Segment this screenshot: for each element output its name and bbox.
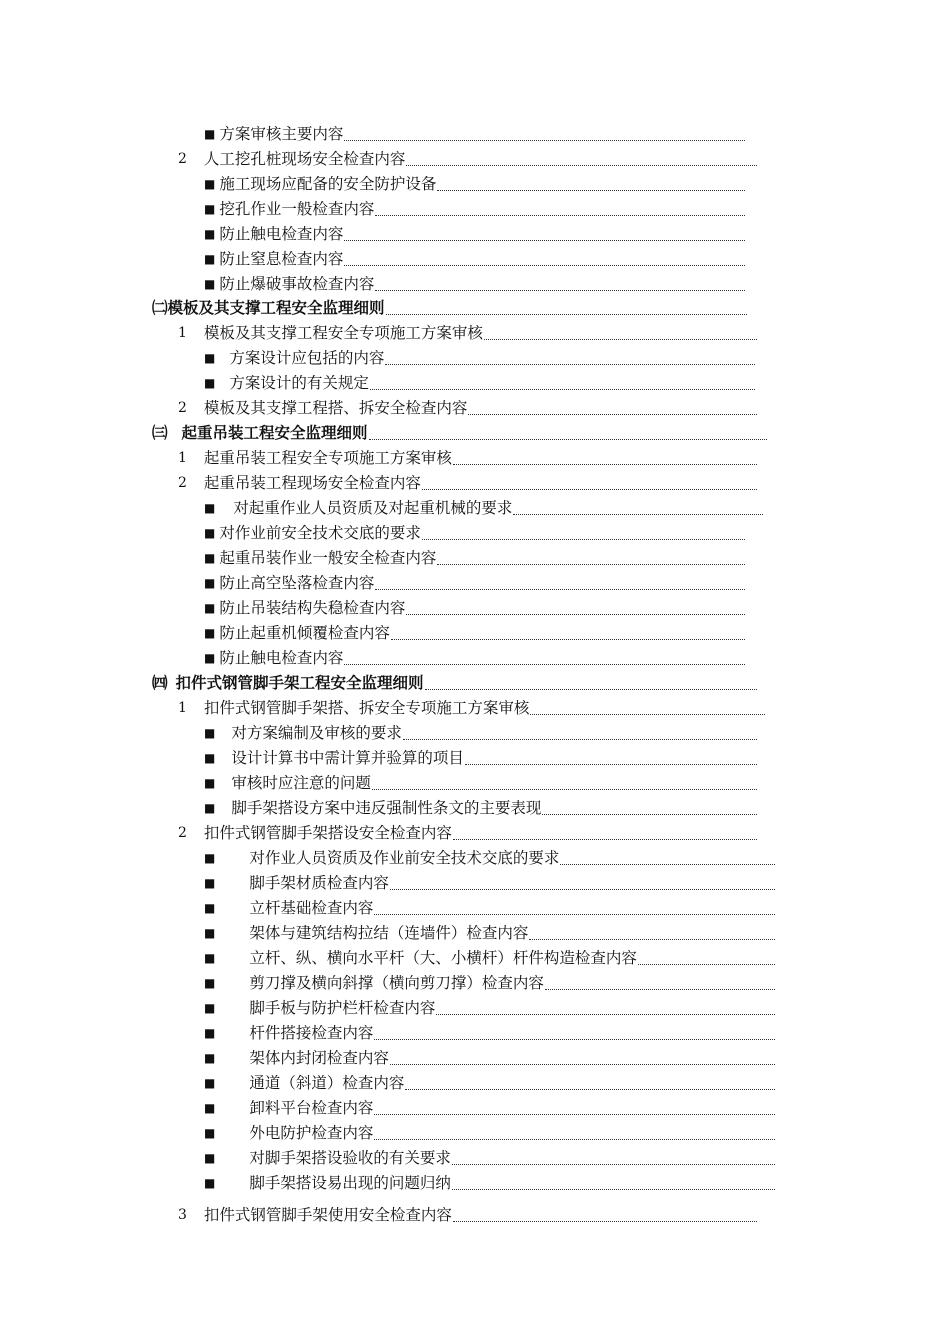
bullet-square-icon: ■ [204, 551, 216, 565]
toc-entry[interactable] [204, 596, 745, 618]
toc-entry-title: 审核时应注意的问题 [231, 774, 371, 792]
toc-entry-title: 对作业人员资质及作业前安全技术交底的要求 [249, 849, 560, 867]
toc-entry-title: 设计计算书中需计算并验算的项目 [231, 749, 464, 767]
toc-entry-title: 防止爆破事故检查内容 [219, 275, 375, 293]
toc-entry[interactable] [204, 1121, 775, 1143]
toc-entry[interactable] [204, 646, 745, 668]
toc-entry-title: 卸料平台检查内容 [249, 1099, 374, 1117]
toc-entry[interactable] [204, 521, 745, 543]
dot-leader [484, 338, 757, 340]
bullet-square-icon: ■ [204, 351, 216, 365]
toc-entry-title: 防止高空坠落检查内容 [219, 574, 375, 592]
dot-leader [425, 688, 757, 690]
bullet-square-icon: ■ [204, 851, 216, 865]
dot-leader [422, 488, 757, 490]
toc-entry[interactable] [152, 296, 747, 318]
dot-leader [403, 738, 757, 740]
bullet-square-icon: ■ [204, 876, 216, 890]
section-heading: 模板及其支撑工程安全监理细则 [167, 299, 385, 317]
dot-leader [468, 413, 757, 415]
bullet-square-icon: ■ [204, 576, 216, 590]
toc-entry-title: 扣件式钢管脚手架搭、拆安全专项施工方案审核 [203, 699, 530, 717]
toc-entry-title: 方案设计的有关规定 [229, 374, 369, 392]
bullet-square-icon: ■ [204, 776, 216, 790]
dot-leader [375, 588, 745, 590]
toc-entry-title: 方案设计应包括的内容 [229, 349, 385, 367]
toc-entry[interactable] [204, 222, 745, 244]
bullet-square-icon: ■ [204, 1026, 216, 1040]
dot-leader [542, 813, 757, 815]
dot-leader [453, 1220, 757, 1222]
toc-entry-number: 2 [178, 475, 187, 491]
dot-leader [452, 1163, 775, 1165]
toc-entry-number: 1 [178, 450, 187, 466]
dot-leader [391, 638, 745, 640]
dot-leader [390, 888, 775, 890]
bullet-square-icon: ■ [204, 1101, 216, 1115]
dot-leader [453, 838, 757, 840]
dot-leader [452, 1188, 775, 1190]
bullet-square-icon: ■ [204, 526, 216, 540]
toc-entry-title: 架体内封闭检查内容 [249, 1049, 389, 1067]
bullet-square-icon: ■ [204, 227, 216, 241]
dot-leader [405, 1088, 775, 1090]
bullet-square-icon: ■ [204, 127, 216, 141]
dot-leader [374, 1138, 775, 1140]
dot-leader [406, 164, 757, 166]
bullet-square-icon: ■ [204, 277, 216, 291]
toc-entry-title: 扣件式钢管脚手架使用安全检查内容 [203, 1206, 452, 1224]
bullet-square-icon: ■ [204, 801, 216, 815]
toc-entry[interactable] [204, 571, 745, 593]
toc-entry-title: 外电防护检查内容 [249, 1124, 374, 1142]
toc-entry[interactable] [204, 846, 775, 868]
bullet-square-icon: ■ [204, 601, 216, 615]
bullet-square-icon: ■ [204, 252, 216, 266]
toc-entry-title: 剪刀撑及横向斜撑（横向剪刀撑）检查内容 [249, 974, 544, 992]
toc-entry[interactable] [204, 1171, 775, 1193]
dot-leader [437, 189, 745, 191]
toc-entry-title: 防止窒息检查内容 [219, 250, 344, 268]
bullet-square-icon: ■ [204, 177, 216, 191]
toc-entry[interactable] [204, 546, 745, 568]
bullet-square-icon: ■ [204, 376, 216, 390]
toc-entry-title: 对脚手架搭设验收的有关要求 [249, 1149, 451, 1167]
toc-entry[interactable] [204, 197, 745, 219]
bullet-square-icon: ■ [204, 951, 216, 965]
bullet-square-icon: ■ [204, 1001, 216, 1015]
toc-entry-title: 模板及其支撑工程搭、拆安全检查内容 [203, 399, 468, 417]
toc-entry[interactable] [178, 821, 757, 843]
dot-leader [370, 388, 755, 390]
dot-leader [530, 713, 765, 715]
bullet-square-icon: ■ [204, 726, 216, 740]
toc-entry-title: 防止触电检查内容 [219, 649, 344, 667]
toc-entry-title: 脚手架材质检查内容 [249, 874, 389, 892]
bullet-square-icon: ■ [204, 1151, 216, 1165]
toc-entry-title: 模板及其支撑工程安全专项施工方案审核 [203, 324, 483, 342]
toc-entry-title: 起重吊装作业一般安全检查内容 [219, 549, 437, 567]
toc-entry-number: 2 [178, 400, 187, 416]
dot-leader [390, 1063, 775, 1065]
toc-entry[interactable] [178, 696, 765, 718]
toc-entry-number: 2 [178, 151, 187, 167]
bullet-square-icon: ■ [204, 501, 216, 515]
toc-entry-number: 1 [178, 325, 187, 341]
dot-leader [422, 538, 745, 540]
bullet-square-icon: ■ [204, 751, 216, 765]
toc-entry-title: 防止触电检查内容 [219, 225, 344, 243]
bullet-square-icon: ■ [204, 1176, 216, 1190]
toc-entry[interactable] [204, 1071, 775, 1093]
toc-entry-title: 扣件式钢管脚手架搭设安全检查内容 [203, 824, 452, 842]
toc-entry-title: 脚手板与防护栏杆检查内容 [249, 999, 436, 1017]
toc-entry[interactable] [204, 122, 745, 144]
section-heading: 扣件式钢管脚手架工程安全监理细则 [175, 674, 424, 692]
toc-entry[interactable] [204, 1146, 775, 1168]
toc-entry-title: 起重吊装工程现场安全检查内容 [203, 474, 421, 492]
toc-entry[interactable] [204, 771, 757, 793]
toc-entry-number: 1 [178, 700, 187, 716]
toc-entry-title: 施工现场应配备的安全防护设备 [219, 175, 437, 193]
toc-entry[interactable] [204, 1021, 775, 1043]
toc-entry[interactable] [204, 1096, 775, 1118]
toc-entry[interactable] [204, 371, 755, 393]
dot-leader [436, 1013, 775, 1015]
toc-entry-title: 防止吊装结构失稳检查内容 [219, 599, 406, 617]
toc-entry-title: 对起重作业人员资质及对起重机械的要求 [233, 499, 513, 517]
bullet-square-icon: ■ [204, 901, 216, 915]
toc-entry[interactable] [204, 721, 757, 743]
toc-entry[interactable] [204, 621, 745, 643]
dot-leader [385, 363, 755, 365]
dot-leader [344, 264, 745, 266]
toc-entry-title: 防止起重机倾覆检查内容 [219, 624, 390, 642]
dot-leader [372, 788, 757, 790]
dot-leader [465, 763, 757, 765]
dot-leader [406, 613, 745, 615]
toc-entry[interactable] [152, 421, 767, 443]
toc-entry-title: 通道（斜道）检查内容 [249, 1074, 405, 1092]
bullet-square-icon: ■ [204, 202, 216, 216]
toc-entry[interactable] [204, 996, 775, 1018]
bullet-square-icon: ■ [204, 926, 216, 940]
toc-entry-number: 3 [178, 1207, 187, 1223]
dot-leader [369, 438, 767, 440]
bullet-square-icon: ■ [204, 1076, 216, 1090]
toc-entry[interactable] [178, 147, 757, 169]
dot-leader [513, 513, 763, 515]
toc-entry-number: 2 [178, 825, 187, 841]
toc-entry-title: 对方案编制及审核的要求 [231, 724, 402, 742]
bullet-square-icon: ■ [204, 1126, 216, 1140]
toc-entry[interactable] [178, 1203, 757, 1225]
toc-entry[interactable] [204, 896, 775, 918]
section-heading: 起重吊装工程安全监理细则 [181, 424, 368, 442]
toc-entry-title: 架体与建筑结构拉结（连墙件）检查内容 [249, 924, 529, 942]
bullet-square-icon: ■ [204, 626, 216, 640]
toc-entry-title: 起重吊装工程安全专项施工方案审核 [203, 449, 452, 467]
dot-leader [375, 214, 745, 216]
bullet-square-icon: ■ [204, 1051, 216, 1065]
dot-leader [453, 463, 757, 465]
toc-entry[interactable] [204, 921, 775, 943]
toc-entry-title: 挖孔作业一般检查内容 [219, 200, 375, 218]
toc-entry-title: 立杆基础检查内容 [249, 899, 374, 917]
bullet-square-icon: ■ [204, 651, 216, 665]
toc-entry[interactable] [204, 971, 775, 993]
toc-entry[interactable] [152, 671, 757, 693]
toc-entry[interactable] [178, 446, 757, 468]
toc-entry[interactable] [204, 946, 775, 968]
toc-entry[interactable] [204, 272, 745, 294]
toc-entry[interactable] [204, 746, 757, 768]
toc-entry[interactable] [204, 796, 757, 818]
toc-entry[interactable] [178, 321, 757, 343]
toc-entry[interactable] [204, 172, 745, 194]
section-number: ㈢ [152, 424, 168, 442]
dot-leader [374, 1113, 775, 1115]
dot-leader [344, 239, 745, 241]
dot-leader [374, 1038, 775, 1040]
toc-entry[interactable] [204, 1046, 775, 1068]
toc-entry-title: 立杆、纵、横向水平杆（大、小横杆）杆件构造检查内容 [249, 949, 637, 967]
section-number: ㈣ [152, 674, 168, 692]
toc-entry-title: 脚手架搭设易出现的问题归纳 [249, 1174, 451, 1192]
toc-entry[interactable] [178, 396, 757, 418]
section-number: ㈡ [152, 299, 168, 317]
toc-entry-title: 方案审核主要内容 [219, 125, 344, 143]
dot-leader [560, 863, 775, 865]
dot-leader [374, 913, 775, 915]
toc-entry[interactable] [178, 471, 757, 493]
dot-leader [344, 663, 745, 665]
dot-leader [529, 938, 775, 940]
toc-entry-title: 杆件搭接检查内容 [249, 1024, 374, 1042]
toc-entry[interactable] [204, 247, 745, 269]
toc-entry-title: 脚手架搭设方案中违反强制性条文的主要表现 [231, 799, 542, 817]
dot-leader [638, 963, 775, 965]
toc-entry[interactable] [204, 346, 755, 368]
dot-leader [344, 139, 745, 141]
dot-leader [545, 988, 775, 990]
toc-entry[interactable] [204, 871, 775, 893]
dot-leader [375, 289, 745, 291]
toc-entry-title: 人工挖孔桩现场安全检查内容 [203, 150, 406, 168]
bullet-square-icon: ■ [204, 976, 216, 990]
toc-entry-title: 对作业前安全技术交底的要求 [219, 524, 421, 542]
dot-leader [437, 563, 745, 565]
toc-entry[interactable] [204, 496, 763, 518]
dot-leader [386, 313, 747, 315]
